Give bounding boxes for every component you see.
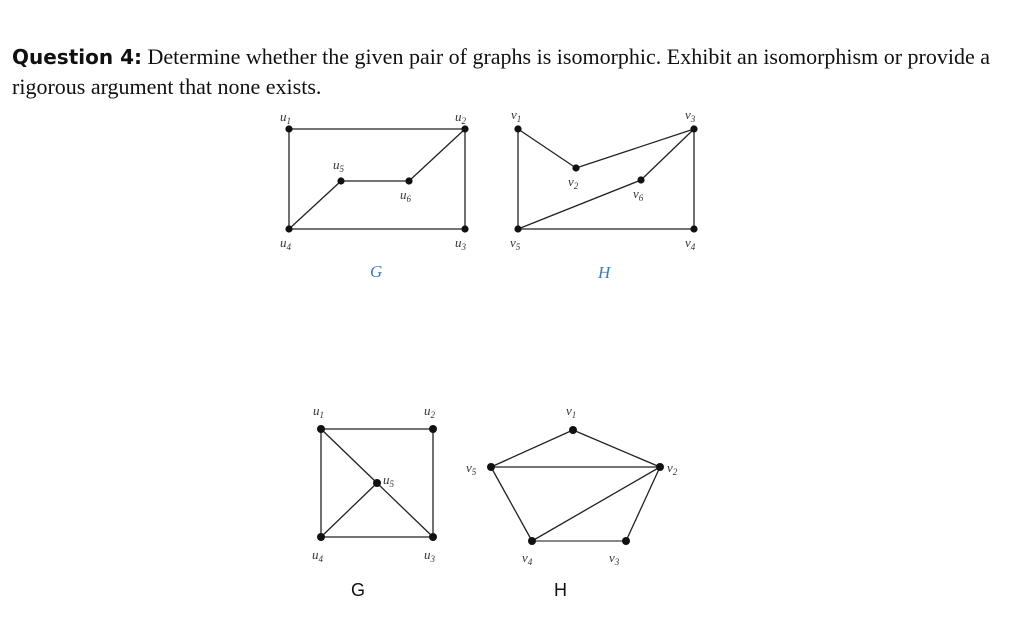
- vertex-b-v5: [487, 463, 495, 471]
- label-u4: $u_4$: [280, 235, 291, 252]
- edge-b-v2-v3: [626, 467, 660, 541]
- vertex-v5: [514, 225, 521, 232]
- edge-u6-u2: [409, 129, 465, 181]
- label-b-u2: $u_2$: [424, 403, 435, 420]
- edge-v1-v2: [518, 129, 576, 168]
- label-v1: $v_1$: [511, 107, 522, 124]
- question-body: Determine whether the given pair of graphs is isomorphic. Exhibit an isomorphism or provide a rigorous argument that none exists.: [12, 44, 991, 99]
- vertex-u2: [461, 125, 468, 132]
- label-b-v4: $v_4$: [522, 550, 533, 567]
- edge-v6-v3: [641, 129, 694, 180]
- edge-v2-v3: [576, 129, 694, 168]
- vertex-b-v2: [656, 463, 664, 471]
- label-b-u5: $u_5$: [383, 472, 394, 489]
- label-b-v5: $v_5$: [466, 460, 477, 477]
- vertex-b-v1: [569, 426, 577, 434]
- edge-u4-u5: [289, 181, 341, 229]
- vertex-v1: [514, 125, 521, 132]
- edge-b-v4-v2: [532, 467, 660, 541]
- vertex-v6: [637, 176, 644, 183]
- edge-b-v4-v5: [491, 467, 532, 541]
- vertex-b-u2: [429, 425, 437, 433]
- label-b-v3: $v_3$: [609, 550, 620, 567]
- label-u5: $u_5$: [333, 157, 344, 174]
- vertex-b-u4: [317, 533, 325, 541]
- label-v4: $v_4$: [685, 235, 696, 252]
- vertex-u3: [461, 225, 468, 232]
- caption-top-h: H: [598, 263, 611, 282]
- bottom-graph-g: [312, 403, 437, 600]
- vertex-b-u5: [373, 479, 381, 487]
- edge-b-u4-u5: [321, 483, 377, 537]
- label-b-v1: $v_1$: [566, 403, 577, 420]
- vertex-v3: [690, 125, 697, 132]
- caption-bottom-h: H: [554, 580, 567, 600]
- vertex-u5: [337, 177, 344, 184]
- label-b-u4: $u_4$: [312, 547, 323, 564]
- label-b-u3: $u_3$: [424, 547, 435, 564]
- caption-bottom-g: G: [351, 580, 366, 600]
- edge-v5-v6: [518, 180, 641, 229]
- vertex-b-v3: [622, 537, 630, 545]
- label-u2: $u_2$: [455, 109, 466, 126]
- label-u6: $u_6$: [400, 187, 411, 204]
- vertex-u4: [285, 225, 292, 232]
- vertex-v2: [572, 164, 579, 171]
- caption-top-g: G: [370, 262, 383, 281]
- vertex-b-u1: [317, 425, 325, 433]
- vertex-v4: [690, 225, 697, 232]
- top-graph-h: [510, 107, 698, 282]
- edge-b-v1-v2: [573, 430, 660, 467]
- edge-b-v1-v5: [491, 430, 573, 467]
- label-u3: $u_3$: [455, 235, 466, 252]
- label-v5: $v_5$: [510, 235, 521, 252]
- vertex-u6: [405, 177, 412, 184]
- label-v6: $v_6$: [633, 186, 644, 203]
- label-v2: $v_2$: [568, 174, 579, 191]
- bottom-graph-h: [466, 403, 678, 600]
- question-label: Question 4:: [12, 45, 142, 69]
- vertex-b-u3: [429, 533, 437, 541]
- vertex-u1: [285, 125, 292, 132]
- vertex-b-v4: [528, 537, 536, 545]
- top-graph-g: [280, 109, 469, 281]
- label-b-u1: $u_1$: [313, 403, 324, 420]
- label-b-v2: $v_2$: [667, 460, 678, 477]
- label-u1: $u_1$: [280, 109, 291, 126]
- label-v3: $v_3$: [685, 107, 696, 124]
